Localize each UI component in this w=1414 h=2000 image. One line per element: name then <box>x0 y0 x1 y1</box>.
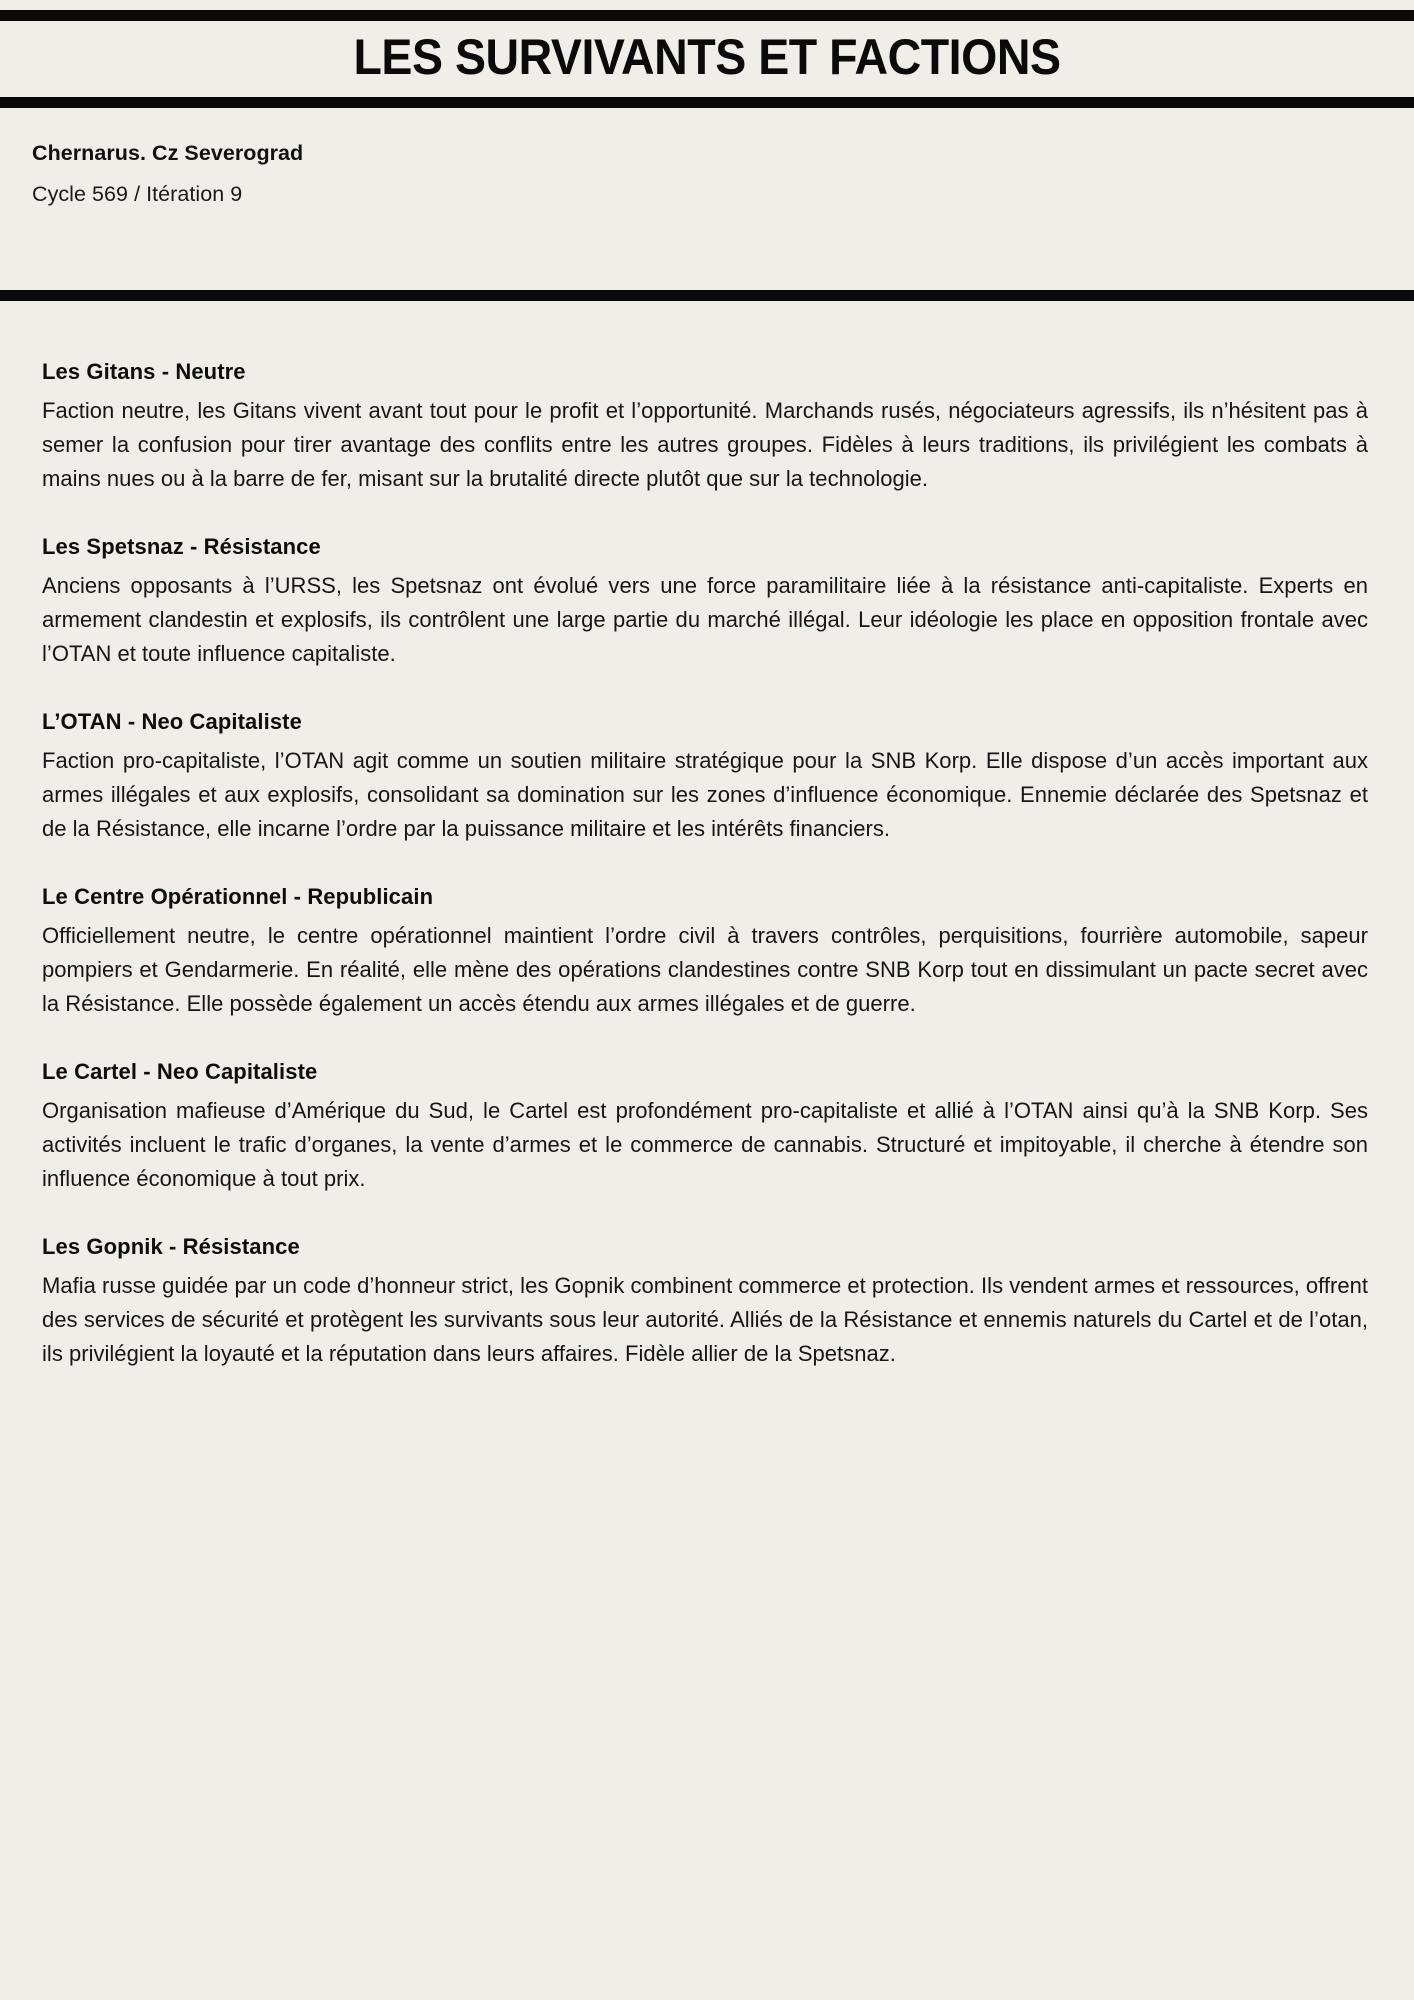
faction-description: Faction pro-capitaliste, l’OTAN agit comme un soutien militaire stratégique pour la SNB Korp. Elle dispose d’un accès important aux armes illégales et aux explosifs, consolidant sa domination sur les zones d’influence économique. Ennemie déclarée des Spetsnaz et de la Résistance, elle incarne l’ordre par la puissance militaire et les intérêts financiers. <box>42 747 1368 841</box>
faction-heading: Le Centre Opérationnel - Republicain <box>42 883 434 909</box>
faction-heading: Les Spetsnaz - Résistance <box>42 533 321 559</box>
faction-section-gitans <box>42 357 1368 496</box>
faction-heading: Les Gitans - Neutre <box>42 359 246 384</box>
faction-section-otan <box>42 707 1368 846</box>
page-title: LES SURVIVANTS ET FACTIONS <box>353 29 1061 85</box>
faction-section-spetsnaz <box>42 532 1368 671</box>
faction-heading: L’OTAN - Neo Capitaliste <box>42 708 302 734</box>
meta-location: Chernarus. Cz Severograd <box>32 141 304 165</box>
faction-section-centre-operationnel <box>42 882 1368 1021</box>
meta-cycle: Cycle 569 / Itération 9 <box>32 182 243 207</box>
faction-description: Faction neutre, les Gitans vivent avant tout pour le profit et l’opportunité. Marchands rusés, négociateurs agressifs, ils n’hésitent pas à semer la confusion pour tirer avantage des conflits entre les autres groupes. Fidèles à leurs traditions, ils privilégient les combats à mains nues ou à la barre de fer, misant sur la brutalité directe plutôt que sur la technologie. <box>42 397 1368 491</box>
faction-description: Anciens opposants à l’URSS, les Spetsnaz ont évolué vers une force paramilitaire liée à la résistance anti-capitaliste. Experts en armement clandestin et explosifs, ils contrôlent une large partie du marché illégal. Leur idéologie les place en opposition frontale avec l’OTAN et toute influence capitaliste. <box>42 572 1368 666</box>
faction-section-gopnik <box>42 1232 1368 1371</box>
content-divider-rule <box>0 290 1414 301</box>
title-band <box>0 21 1414 97</box>
header-top-rule <box>0 10 1414 21</box>
faction-list <box>0 301 1414 1411</box>
document-meta <box>0 108 1414 290</box>
faction-description: Mafia russe guidée par un code d’honneur strict, les Gopnik combinent commerce et protection. Ils vendent armes et ressources, offrent des services de sécurité et protègent les survivants sous leur autorité. Alliés de la Résistance et ennemis naturels du Cartel et de l’otan, ils privilégient la loyauté et la réputation dans leurs affaires. Fidèle allier de la Spetsnaz. <box>42 1272 1368 1366</box>
faction-heading: Le Cartel - Neo Capitaliste <box>42 1058 318 1084</box>
faction-description: Officiellement neutre, le centre opérationnel maintient l’ordre civil à travers contrôles, perquisitions, fourrière automobile, sapeur pompiers et Gendarmerie. En réalité, elle mène des opérations clandestines contre SNB Korp tout en dissimulant un pacte secret avec la Résistance. Elle possède également un accès étendu aux armes illégales et de guerre. <box>42 922 1368 1016</box>
faction-section-cartel <box>42 1057 1368 1196</box>
faction-heading: Les Gopnik - Résistance <box>42 1233 300 1259</box>
faction-description: Organisation mafieuse d’Amérique du Sud, le Cartel est profondément pro-capitaliste et allié à l’OTAN ainsi qu’à la SNB Korp. Ses activités incluent le trafic d’organes, la vente d’armes et le commerce de cannabis. Structuré et impitoyable, il cherche à étendre son influence économique à tout prix. <box>42 1097 1368 1191</box>
header-bottom-rule <box>0 97 1414 108</box>
